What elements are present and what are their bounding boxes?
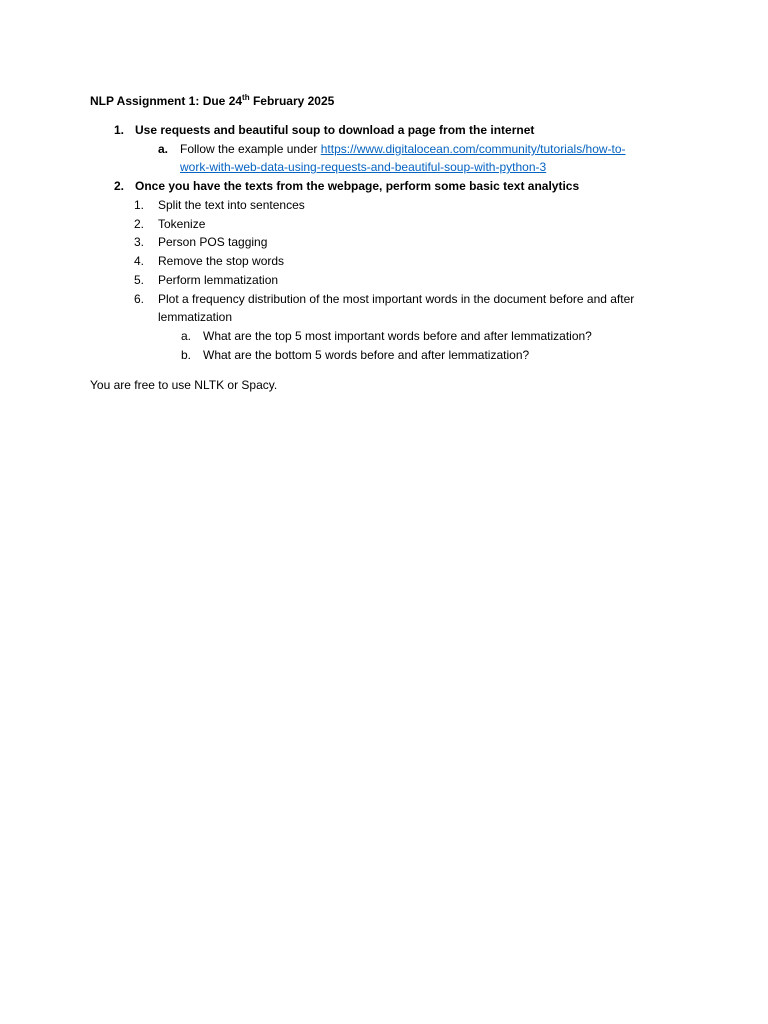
tutorial-link[interactable]: https://www.digitalocean.com/community/tutorials/how-to- [320,142,626,156]
list-item-continuation: lemmatization [158,310,233,324]
list-item-number: 2. [134,217,145,231]
list-item: Split the text into sentences [158,198,305,212]
task-2-text: Once you have the texts from the webpage, perform some basic text analytics [135,179,580,193]
list-item: Perform lemmatization [158,273,279,287]
footer-note: You are free to use NLTK or Spacy. [90,378,278,392]
list-item-number: 3. [134,235,145,249]
sub-item-marker: a. [181,329,192,343]
sub-item: What are the top 5 most important words before and after lemmatization? [203,329,592,343]
title-prefix: NLP Assignment 1: Due 24 [90,94,243,108]
page-title [90,92,334,110]
list-item-number: 4. [134,254,145,268]
title-superscript: th [242,93,250,102]
list-item: Remove the stop words [158,254,285,268]
sub-item-marker: b. [181,348,192,362]
list-item-number: 6. [134,292,145,306]
list-item-number: 5. [134,273,145,287]
task-1a-link-continuation [180,158,546,176]
list-item: Plot a frequency distribution of the most important words in the document before and after [158,292,635,306]
title-suffix: February 2025 [249,94,335,108]
list-item: Tokenize [158,217,206,231]
tutorial-link-line2[interactable]: work-with-web-data-using-requests-and-beautiful-soup-with-python-3 [180,160,547,174]
list-item: Person POS tagging [158,235,268,249]
task-1a-marker: a. [158,142,169,156]
task-1a-text [180,140,626,158]
task-1a-prefix: Follow the example under [180,142,321,156]
task-1-number: 1. [113,123,124,137]
task-1-text: Use requests and beautiful soup to download a page from the internet [135,123,535,137]
task-2-number: 2. [113,179,124,193]
list-item-number: 1. [134,198,145,212]
sub-item: What are the bottom 5 words before and after lemmatization? [203,348,530,362]
